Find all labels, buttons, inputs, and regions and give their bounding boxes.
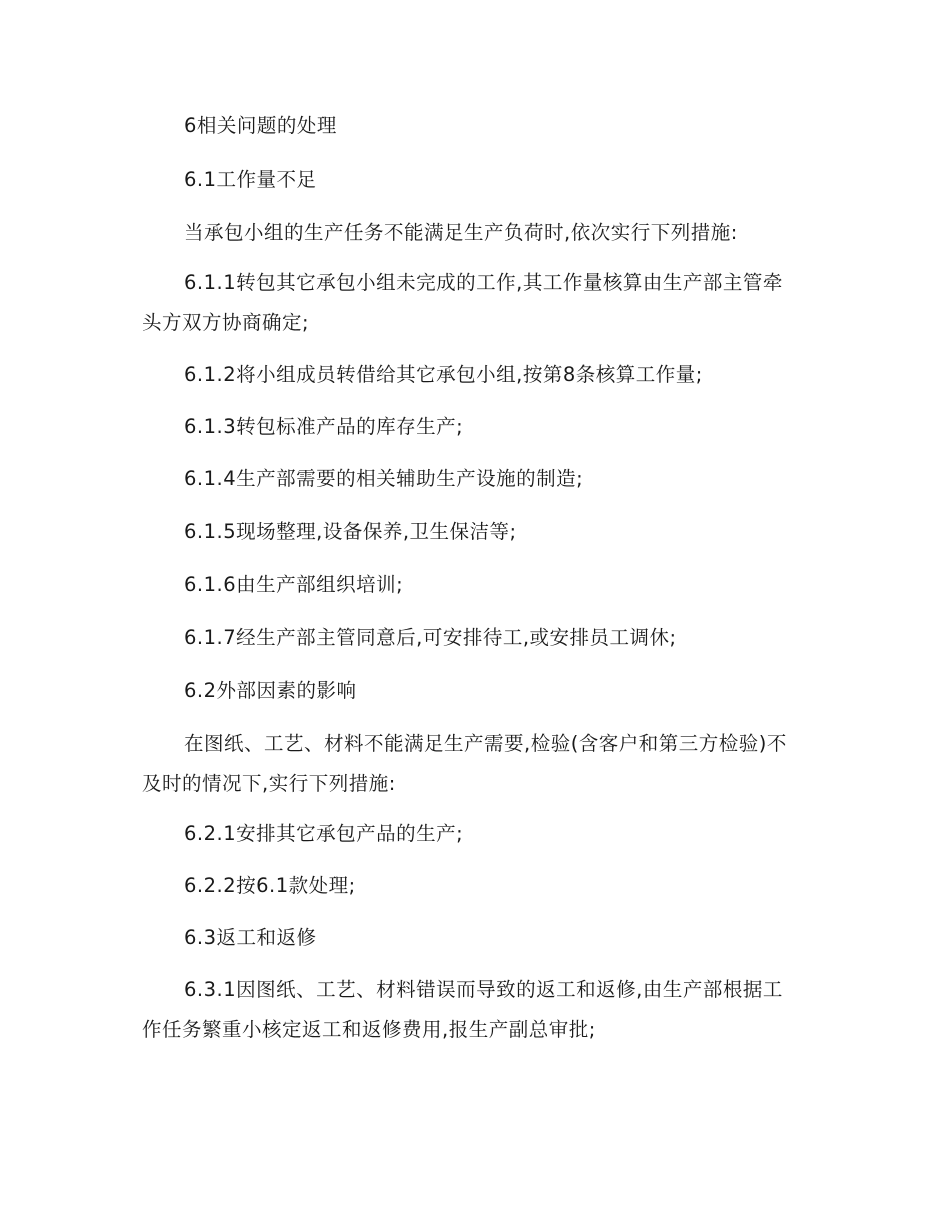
list-item-6-2-2: 6.2.2按6.1款处理;	[184, 874, 356, 897]
paragraph-intro-6-1: 当承包小组的生产任务不能满足生产负荷时,依次实行下列措施:	[184, 221, 738, 244]
list-item-6-1-4: 6.1.4生产部需要的相关辅助生产设施的制造;	[184, 467, 584, 490]
list-item-6-1-2: 6.1.2将小组成员转借给其它承包小组,按第8条核算工作量;	[184, 363, 703, 386]
list-item-6-3-1: 6.3.1因图纸、工艺、材料错误而导致的返工和返修,由生产部根据工作任务繁重小核定返工和返修费用,报生产副总审批;	[142, 978, 783, 1041]
paragraph-intro-6-2: 在图纸、工艺、材料不能满足生产需要,检验(含客户和第三方检验)不及时的情况下,实行下列措施:	[142, 732, 787, 795]
subsection-heading-6-3: 6.3返工和返修	[184, 926, 317, 949]
list-item-6-2-1: 6.2.1安排其它承包产品的生产;	[184, 822, 464, 845]
section-heading-6: 6相关问题的处理	[184, 114, 337, 137]
subsection-heading-6-1: 6.1工作量不足	[184, 168, 317, 191]
list-item-6-1-5: 6.1.5现场整理,设备保养,卫生保洁等;	[184, 520, 517, 543]
list-item-6-1-7: 6.1.7经生产部主管同意后,可安排待工,或安排员工调休;	[184, 626, 677, 649]
list-item-6-1-6: 6.1.6由生产部组织培训;	[184, 573, 404, 596]
list-item-6-1-1: 6.1.1转包其它承包小组未完成的工作,其工作量核算由生产部主管牵头方双方协商确定;	[142, 271, 783, 334]
subsection-heading-6-2: 6.2外部因素的影响	[184, 679, 357, 702]
list-item-6-1-3: 6.1.3转包标准产品的库存生产;	[184, 415, 464, 438]
